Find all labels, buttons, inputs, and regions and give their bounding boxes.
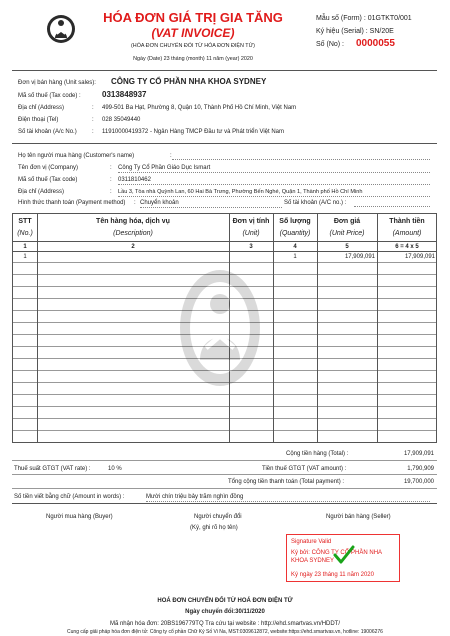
lookup-info: Mã nhận hóa đơn: 20BS196779TQ Tra cứu tại website : http://ehd.smartvas.vn/HDDT/ bbox=[109, 621, 341, 627]
buyer-name bbox=[172, 152, 430, 160]
subtotal-value: 17,909,091 bbox=[403, 451, 434, 457]
totals-line bbox=[12, 488, 437, 489]
digital-signature-box bbox=[286, 534, 400, 582]
buyer-name-label: Họ tên người mua hàng (Customer's name) bbox=[18, 153, 135, 159]
table-row-line bbox=[13, 430, 436, 431]
converted-date: Ngày chuyển đổi:30/11/2020 bbox=[185, 609, 265, 615]
seller-divider bbox=[12, 143, 437, 144]
buyer-account-label: Số tài khoản (A/C no.) : bbox=[284, 200, 347, 206]
index-cell: 4 bbox=[293, 244, 297, 250]
serial-number: Ký hiệu (Serial) : SN/20E bbox=[316, 28, 394, 35]
invoice-number: 0000055 bbox=[356, 38, 395, 49]
header-no: STT bbox=[18, 218, 32, 225]
buyer-account bbox=[354, 199, 430, 207]
index-separator bbox=[13, 251, 436, 252]
seller-tax-label: Mã số thuế (Tax code) : bbox=[18, 93, 81, 99]
seller-tax-code: 0313848937 bbox=[102, 90, 147, 99]
totals-line bbox=[12, 503, 437, 504]
header-amount: Thành tiền bbox=[389, 218, 425, 225]
buyer-tax-code: 0311810462 bbox=[118, 176, 430, 185]
buyer-company: Công Ty Cổ Phần Giáo Dục Ismart bbox=[118, 164, 430, 173]
table-row-line bbox=[13, 394, 436, 395]
header-price: Đơn giá bbox=[333, 218, 361, 225]
total-payment-value: 19,700,000 bbox=[403, 479, 434, 485]
header-price-en: (Unit Price) bbox=[329, 230, 365, 237]
header-unit-en: (Unit) bbox=[242, 230, 260, 237]
provider-info: Cung cấp giải pháp hóa đơn điện tử: Công ty cổ phần Chữ Ký Số Vi Na, MST:0309612872, website:https://ehd.smartvas.vn, hotline: 19006276 bbox=[67, 629, 383, 635]
subtotal-label: Cộng tiền hàng (Total) : bbox=[286, 451, 349, 457]
colon: : bbox=[92, 129, 94, 135]
seller-address-label: Địa chỉ (Address) bbox=[18, 105, 65, 111]
payment-method: Chuyển khoản bbox=[140, 199, 282, 208]
header-description: Tên hàng hóa, dịch vụ bbox=[96, 218, 170, 225]
vat-rate-label: Thuế suất GTGT (VAT rate) : bbox=[14, 466, 91, 472]
form-number: Mẫu số (Form) : 01GTKT0/001 bbox=[316, 15, 412, 22]
signature-valid-title: Signature Valid bbox=[291, 539, 332, 545]
colon: : bbox=[170, 153, 172, 159]
invoice-number-label: Số (No) : bbox=[316, 41, 345, 48]
buyer-tax-label: Mã số thuế (Tax code) bbox=[18, 177, 78, 183]
table-row-line bbox=[13, 262, 436, 263]
buyer-company-label: Tên đơn vị (Company) bbox=[18, 165, 78, 171]
invoice-date: Ngày (Date) 23 tháng (month) 11 năm (year) 2020 bbox=[133, 56, 253, 62]
buyer-signature-label: Người mua hàng (Buyer) bbox=[46, 514, 113, 520]
total-payment-label: Tổng cộng tiền thanh toán (Total payment) : bbox=[228, 479, 345, 485]
index-cell: 5 bbox=[345, 244, 349, 250]
invoice-subtitle: (HÓA ĐƠN CHUYỂN ĐỔI TỪ HÓA ĐƠN ĐIỆN TỬ) bbox=[131, 43, 255, 49]
table-row-price: 17,909,091 bbox=[344, 254, 375, 260]
table-row-line bbox=[13, 418, 436, 419]
seller-name: CÔNG TY CỔ PHẦN NHA KHOA SYDNEY bbox=[111, 77, 267, 86]
buyer-address: Lầu 3, Tòa nhà Quỳnh Lan, 60 Hai Bà Trưng, Phường Bến Nghé, Quận 1, Thành phố Hồ Chí Minh bbox=[118, 188, 430, 197]
converted-title: HOÁ ĐƠN CHUYỂN ĐỔI TỪ HOÁ ĐƠN ĐIỆN TỬ bbox=[157, 598, 293, 604]
amount-words: Mười chín triệu bảy trăm nghìn đồng bbox=[146, 493, 430, 502]
header-divider bbox=[12, 70, 437, 71]
index-cell: 1 bbox=[23, 244, 27, 250]
vat-amount-label: Tiền thuế GTGT (VAT amount) : bbox=[262, 466, 347, 472]
payment-method-label: Hình thức thanh toán (Payment method) bbox=[18, 200, 126, 206]
column-divider bbox=[37, 214, 38, 442]
seller-account: 11910000419372 - Ngân Hàng TMCP Đầu tư và Phát triển Việt Nam bbox=[102, 129, 285, 135]
header-no-en: (No.) bbox=[17, 230, 33, 237]
invoice-title-en: (VAT INVOICE) bbox=[151, 26, 235, 40]
seller-address: 499-501 Ba Hạt, Phường 8, Quận 10, Thành Phố Hồ Chí Minh, Việt Nam bbox=[102, 105, 297, 111]
header-separator bbox=[13, 241, 436, 242]
seller-phone: 028 35049440 bbox=[102, 117, 141, 123]
seller-phone-label: Điện thoại (Tel) bbox=[18, 117, 59, 123]
colon: : bbox=[92, 117, 94, 123]
table-row-qty: 1 bbox=[293, 254, 297, 260]
checkmark-icon bbox=[333, 545, 355, 570]
header-amount-en: (Amount) bbox=[392, 230, 422, 237]
invoice-title: HÓA ĐƠN GIÁ TRỊ GIA TĂNG bbox=[103, 10, 283, 25]
vat-rate-value: 10 % bbox=[108, 466, 122, 472]
signature-signed-by: Ký bởi: CÔNG TY CỔ PHẦN NHA KHOA SYDNEY bbox=[291, 550, 382, 564]
header-unit: Đơn vị tính bbox=[232, 218, 270, 225]
colon: : bbox=[110, 189, 112, 195]
totals-line bbox=[12, 460, 437, 461]
seller-signature-label: Người bán hàng (Seller) bbox=[326, 514, 391, 520]
totals-line bbox=[12, 474, 437, 475]
seller-account-label: Số tài khoản (A/c No.) bbox=[18, 129, 77, 135]
column-divider bbox=[377, 214, 378, 442]
colon: : bbox=[110, 165, 112, 171]
watermark-logo bbox=[178, 268, 262, 388]
index-cell: 2 bbox=[131, 244, 135, 250]
table-row-line bbox=[13, 406, 436, 407]
buyer-address-label: Địa chỉ (Address) bbox=[18, 189, 65, 195]
header-description-en: (Description) bbox=[113, 230, 153, 237]
table-row-no: 1 bbox=[23, 254, 27, 260]
column-divider bbox=[317, 214, 318, 442]
colon: : bbox=[134, 200, 136, 206]
header-quantity-en: (Quantity) bbox=[279, 230, 311, 237]
converter-note: (Ký, ghi rõ họ tên) bbox=[190, 525, 238, 531]
amount-words-label: Số tiền viết bằng chữ (Amount in words) : bbox=[14, 494, 125, 500]
company-logo bbox=[46, 14, 76, 44]
column-divider bbox=[273, 214, 274, 442]
vat-amount-value: 1,790,909 bbox=[407, 466, 434, 472]
signature-signed-date: Ký ngày 23 tháng 11 năm 2020 bbox=[291, 572, 374, 578]
seller-name-label: Đơn vị bán hàng (Unit sales): bbox=[18, 80, 96, 86]
colon: : bbox=[110, 177, 112, 183]
header-quantity: Số lượng bbox=[279, 218, 311, 225]
colon: : bbox=[92, 105, 94, 111]
table-row-amount: 17,909,091 bbox=[404, 254, 435, 260]
converter-signature-label: Người chuyển đổi bbox=[194, 514, 242, 520]
index-cell: 6 = 4 x 5 bbox=[395, 244, 419, 250]
index-cell: 3 bbox=[249, 244, 253, 250]
